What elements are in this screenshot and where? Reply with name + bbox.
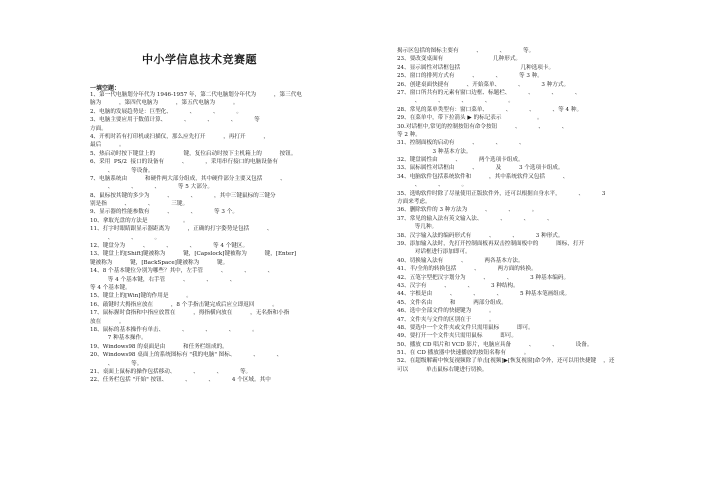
question-line: 9、显示器的性能参数有 、 、 等 3 个。 [90,209,238,216]
question-line: 33、鼠标属性对话框由 、 及 3 个选项卡组成。 [397,165,564,172]
question-line: 23、要改变桌面有 几种形式。 [397,56,522,63]
question-line: 可以 单击鼠标右键进行切换。 [397,366,488,373]
question-line: 34、电脑软件包括系统软件和 ，其中系统软件又包括 、 [397,173,569,180]
question-line: 15、键盘上的[Win]键的作用是 。 [90,293,192,300]
question-line: 、 等设备。 [90,167,154,174]
question-line: 26、创建桌面快捷有 、开始菜单、 、 3 种方式。 [397,81,570,88]
question-line: 别是指 、 、 三键。 [90,201,189,208]
question-line: 29、在菜单中，带下拉箭头 ▶ 的标记表示 。 [397,115,543,122]
question-line: 脑为 ，第四代电脑为 ，第五代电脑为 。 [90,100,239,107]
question-line: 7、电脑系统由 和硬件两大部分组成，其中硬件部分主要又包括 、 [90,175,286,182]
question-line: 51、在 CD 播放器中快速播放的按钮名称有 。 [397,350,530,357]
question-line: 52、在超级解霸中恢复视频除了单击[视频]▶[恢复视窗]命令外，还可以用快捷键 ，还 [397,358,615,365]
question-line: 8、鼠标按其键的多少为 、 、 ，其中三键鼠标的三键分 [90,192,276,199]
question-line: 30.对话框中,常见的控制按钮有命令按钮 、 、 、 [397,123,568,130]
question-line: 41、半/全角的转换包括 、 两方面的转换。 [397,266,537,273]
question-line: 40、切换输入法有 、 两各基本方法。 [397,257,524,264]
question-line: 11、打字时眼睛跟显示器距离为 ，正确的打字姿势是包括 、 [90,226,273,233]
question-line: 、 、 。 [397,182,468,189]
section-heading: 一填空题： [90,85,121,92]
question-line: 放在 。 [90,318,125,325]
question-line: 48、要选中一个文件夹或文件只需用鼠标 即可。 [397,324,534,331]
question-line: 揭示区包括的图标主要有 、 、 等。 [397,48,535,54]
question-line: 16、敲键时大拇指应放在 ，8 个手指击键完成后应立即返回 。 [90,301,278,308]
question-line: 2、电脑的发展趋势是：巨型化、 、 、 。 [90,108,242,115]
question-line: 50、播放 CD 唱片和 VCD 影片，电脑应具备 、 、 设备。 [397,341,593,348]
question-line: 、 、 。 [90,234,161,241]
question-line: 10、拿取光盘的方法是 。 [90,217,189,224]
question-line: 19、Windows98 的桌面是由 和任务栏组成的。 [90,343,228,350]
question-line: 6、采用 PS/2 接口的设备有 、 ，采用串行接口的电脑设备有 [90,159,278,166]
question-line: 3、电脑主要应用于数值计算、 、 、 、 等 [90,117,260,124]
question-line: 5、热启动时按下键盘上的 键，复位启动时按下主机箱上的 按钮。 [90,150,297,157]
question-line: 35、选购软件时除了尽量使用正版软件外，还可以根据自身水平， 、 3 [397,190,606,197]
question-line: 等 4 个基本键。 [90,284,131,291]
question-line: 24、显示属性对话框包括 几种选项卡。 [397,64,555,71]
question-line: 12、键盘分为 、 、 、 等 4 个键区。 [90,243,249,250]
question-line: 32、键盘属性由 、 两个选项卡组成。 [397,157,524,164]
question-line: 4、开机时若有打印机或扫描仪，那么应先打开 ，再打开 ， [90,133,269,140]
left-question-list [90,91,360,385]
question-line: 14、8 个基本键位分别为哪些？其中，左手管 、 、 、 [90,268,274,275]
question-line: 13、键盘上的[Shift]键被称为 键，[Capslock]键被称为 键，[Enter] [90,251,297,258]
question-line: 43、汉字有 、 、 3 种结构。 [397,282,519,289]
question-line: 7 种基本操作。 [90,335,147,342]
question-line: 49、要打开一个文件夹只需用鼠标 即可。 [397,333,517,340]
question-line: 36、删除软件的 3 种方法为 、 、 。 [397,207,538,214]
question-line: 方面来考虑。 [397,199,431,206]
question-line: 、 、 、 、 。 [397,98,514,105]
question-line: 最后 。 [90,142,125,149]
question-line: 47、文件夹与文件的区别在于 。 [397,316,495,323]
question-line: 28、常见的菜单类型有：窗口菜单、 、 、 、等 4 种。 [397,106,583,113]
question-line: 、 、 、 等 5 大部分。 [90,184,213,191]
question-line: 22、任务栏包括 "开始" 按钮、 、 、 4 个区域。其中 [90,377,271,384]
question-line: 45、文件名由 和 两部分组成。 [397,299,507,306]
question-line: 38、汉字输入法的编码形式有 、 、 3 种形式。 [397,232,564,239]
right-question-list [397,47,669,374]
question-line: 对话框进行添加即可。 [397,249,471,256]
question-line: 27、窗口所共有的元素有窗口边框、标题栏、 、 、 、 [397,89,581,96]
question-line: 等 2 种。 [397,131,421,138]
question-line: 31、控制面板的启动有 、 、 、 [397,140,525,147]
question-line: 37、常见的输入法有英文输入法、 、 、 、 [397,215,553,222]
question-line: 等 4 个基本键，右手管 、 、 、 [90,276,236,283]
question-line: 方面。 [90,125,107,132]
question-line: 18、鼠标的基本操作有单击、 、 、 、 。 [90,326,258,333]
question-line: 3 种基本方法。 [397,148,472,155]
question-line: 44、字根是由 、 、 、 5 种基本笔画组成。 [397,291,571,298]
question-line: 20、Windows98 桌面上的系统图标有 "我的电脑" 图标、 、 、 [90,352,283,359]
question-line: 42、五笔字型把汉字划分为 、 、 3 种基本编码。 [397,274,570,281]
question-line: 17、鼠标握时食指和中指应放置在 ，拇指横向放在 ，无名指和小指 [90,310,290,317]
question-line: 1、第一代电脑划分年代为 1946-1957 年，第二代电脑划分年代为 ，第三代电 [90,92,302,98]
question-line: 键被称为 键，[BackSpace]键被称为 键。 [90,259,229,266]
question-line: 25、窗口的排列方式有 、 、 等 3 种。 [397,73,543,80]
question-line: 等几种。 [397,224,438,231]
question-line: 46、选中全部文件的快捷键为 。 [397,308,495,315]
question-line: 21、桌面上鼠标的操作包括移动、 、 、 等。 [90,368,252,375]
question-line: 39、添加输入法时，先打开控制面板再双击控制面板中的 图标，打开 [397,240,585,247]
question-line: 、 等。 [90,360,143,367]
page-title: 中小学信息技术竞赛题 [142,53,257,66]
